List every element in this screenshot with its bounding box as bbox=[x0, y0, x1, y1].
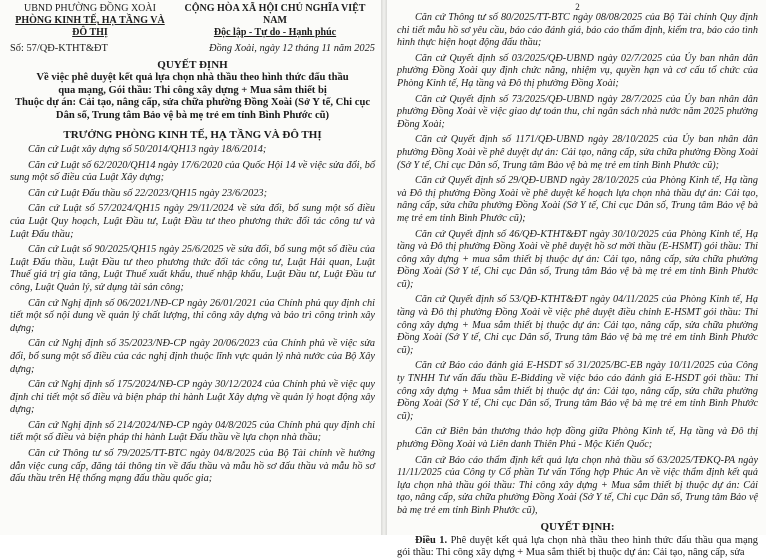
legal-basis-paragraph: Căn cứ Luật số 62/2020/QH14 ngày 17/6/2020 của Quốc Hội 14 về việc sửa đổi, bổ sung một số điều của Luật Xây dựng; bbox=[10, 159, 375, 184]
legal-basis-paragraph: Căn cứ Quyết định số 29/QĐ-UBND ngày 28/10/2025 của Phòng Kinh tế, Hạ tầng và Đô thị phường Đồng Xoài về phê duyệt kế hoạch lựa chọn nhà thầu dự án: Cải tạo, nâng cấp, sửa chữa phường Đồng Xoài (Sở Y tế, Chi cục Dân số, Trung tâm Bảo vệ bà mẹ trẻ em tỉnh Bình Phước cũ); bbox=[397, 175, 758, 224]
legal-basis-paragraph: Căn cứ Quyết định số 46/QĐ-KTHT&ĐT ngày 30/10/2025 của Phòng Kinh tế, Hạ tầng và Đô thị phường Đồng Xoài về phê duyệt hồ sơ mời thầu (E-HSMT) gói thầu: Thi công xây dựng + mua sắm thiết bị thuộc dự án: Cải tạo, nâng cấp, sửa chữa phường Đồng Xoài (Sở Y tế, Chi cục Dân số, Trung tâm Bảo vệ bà mẹ trẻ em tỉnh Bình Phước cũ); bbox=[397, 228, 758, 290]
legal-basis-paragraph: Căn cứ Quyết định số 53/QĐ-KTHT&ĐT ngày 04/11/2025 của Phòng Kinh tế, Hạ tầng và Đô thị phường Đồng Xoài về việc phê duyệt điều chỉnh E-HSMT gói thầu: Thi công xây dựng + Mua sắm thiết bị thuộc dự án: Cải tạo, nâng cấp, sửa chữa phường Đồng Xoài (Sở Y tế, Chi cục Dân số, Trung tâm Bảo vệ bà mẹ trẻ em tỉnh Bình Phước cũ); bbox=[397, 294, 758, 356]
legal-basis-paragraph: Căn cứ Quyết định số 73/2025/QĐ-UBND ngày 28/7/2025 của Ủy ban nhân dân phường Đồng Xoài về việc giao dự toán thu, chi ngân sách nhà nước năm 2025 phường Đồng Xoài; bbox=[397, 93, 758, 130]
decision-heading: QUYẾT ĐỊNH: bbox=[540, 520, 615, 533]
document-subject bbox=[10, 72, 375, 122]
legal-basis-paragraph: Căn cứ Báo cáo đánh giá E-HSDT số 31/2025/BC-EB ngày 10/11/2025 của Công ty TNHH Tư vấn đấu thầu E-Bidding về việc báo cáo đánh giá E-HSDT gói thầu: Thi công xây dựng + Mua sắm thiết bị thuộc dự án: Cải tạo, nâng cấp, sửa chữa phường Đồng Xoài (Sở Y tế, Chi cục Dân số, Trung tâm Bảo vệ bà mẹ trẻ em tỉnh Bình Phước cũ); bbox=[397, 360, 758, 422]
reference-line bbox=[10, 42, 375, 55]
legal-basis-paragraph: Căn cứ Luật xây dựng số 50/2014/QH13 ngày 18/6/2014; bbox=[28, 144, 267, 155]
page-number: 2 bbox=[575, 2, 580, 12]
subject-line: Thuộc dự án: Cải tạo, nâng cấp, sửa chữa phường Đồng Xoài (Sở Y tế, Chi cục bbox=[14, 97, 371, 108]
document-page-2 bbox=[387, 0, 766, 559]
legal-bases-list bbox=[397, 12, 758, 518]
nation-line-2: Độc lập - Tự do - Hạnh phúc bbox=[213, 27, 337, 38]
article-1-label: Điều 1. bbox=[415, 534, 448, 546]
legal-basis-paragraph: Căn cứ Quyết định số 1171/QĐ-UBND ngày 28/10/2025 của Ủy ban nhân dân phường Đồng Xoài về phê duyệt dự án: Cải tạo, nâng cấp, sửa chữa phường Đồng Xoài (Sở Y tế, Chi cục Dân số, Trung tâm Bảo vệ bà mẹ trẻ em tỉnh Bình Phước cũ); bbox=[397, 134, 758, 171]
document-number: Số: 57/QĐ-KTHT&ĐT bbox=[10, 43, 108, 54]
document-header bbox=[10, 3, 375, 39]
issuing-authority: TRƯỞNG PHÒNG KINH TẾ, HẠ TẦNG VÀ ĐÔ THỊ bbox=[63, 129, 322, 141]
national-motto bbox=[175, 3, 375, 39]
legal-basis-paragraph: Căn cứ Thông tư số 79/2025/TT-BTC ngày 04/8/2025 của Bộ Tài chính về hướng dẫn việc cung cấp, đăng tải thông tin về đấu thầu và mẫu hồ sơ đấu thầu và mẫu hồ sơ đấu thầu trên Hệ thống mạng đấu thầu quốc gia; bbox=[10, 448, 375, 485]
document-title: QUYẾT ĐỊNH bbox=[157, 59, 228, 71]
subject-line: Về việc phê duyệt kết quả lựa chọn nhà thầu theo hình thức đấu thầu bbox=[36, 72, 349, 83]
legal-basis-paragraph: Căn cứ Nghị định số 175/2024/NĐ-CP ngày 30/12/2024 của Chính phủ về việc quy định chi tiết một số điều và biện pháp thi hành Luật Xây dựng về quản lý hoạt động xây dựng; bbox=[10, 379, 375, 416]
article-1 bbox=[397, 535, 758, 560]
legal-basis-paragraph: Căn cứ Thông tư số 80/2025/TT-BTC ngày 08/08/2025 của Bộ Tài chính Quy định chi tiết mẫu hồ sơ yêu cầu, báo cáo đánh giá, báo cáo thẩm định, kiểm tra, báo cáo tình hình thực hiện hoạt động đấu thầu; bbox=[397, 12, 758, 49]
place-and-date: Đồng Xoài, ngày 12 tháng 11 năm 2025 bbox=[208, 43, 375, 54]
legal-basis-paragraph: Căn cứ Quyết định số 03/2025/QĐ-UBND ngày 02/7/2025 của Ủy ban nhân dân phường Đồng Xoài quy định chức năng, nhiệm vụ, quyền hạn và cơ cấu tổ chức của Phòng Kinh tế, Hạ tầng và Đô thị phường Đồng Xoài; bbox=[397, 52, 758, 89]
legal-basis-paragraph: Căn cứ Nghị định số 214/2024/NĐ-CP ngày 04/8/2025 của Chính phủ quy định chi tiết một số điều và biện pháp thi hành Luật Đấu thầu về lựa chọn nhà thầu; bbox=[10, 419, 375, 444]
legal-basis-paragraph: Căn cứ Nghị định số 06/2021/NĐ-CP ngày 26/01/2021 của Chính phủ quy định chi tiết một số nội dung về quản lý chất lượng, thi công xây dựng và bảo trì công trình xây dựng; bbox=[10, 297, 375, 334]
org-line-2: PHÒNG KINH TẾ, HẠ TẦNG VÀ ĐÔ THỊ bbox=[15, 15, 165, 38]
legal-basis-paragraph: Căn cứ Biên bản thương thảo hợp đồng giữa Phòng Kinh tế, Hạ tầng và Đô thị phường Đồng Xoài và Liên danh Thiên Phú - Mộc Kiến Quốc; bbox=[397, 426, 758, 450]
legal-basis-paragraph: Căn cứ Báo cáo thẩm định kết quả lựa chọn nhà thầu số 63/2025/TĐKQ-PA ngày 11/11/2025 của Công ty Cổ phần Tư vấn Tổng hợp Phúc An về việc thẩm định kết quả lựa chọn nhà thầu gói thầu: Thi công xây dựng + Mua sắm thiết bị thuộc dự án: Cải tạo, nâng cấp, sửa chữa phường Đồng Xoài (Sở Y tế, Chi cục Dân số, Trung tâm Bảo vệ bà mẹ trẻ em tỉnh Bình Phước cũ), bbox=[397, 454, 758, 516]
subject-line: Dân số, Trung tâm Bảo vệ bà mẹ trẻ em tỉnh Bình Phước cũ) bbox=[55, 109, 330, 121]
legal-basis-paragraph: Căn cứ Luật số 57/2024/QH15 ngày 29/11/2024 về sửa đổi, bổ sung một số điều của Luật Quy hoạch, Luật Đầu tư, Luật Đầu tư theo phương thức đối tác công tư và Luật Đấu thầu; bbox=[10, 203, 375, 240]
article-1-text: Phê duyệt kết quả lựa chọn nhà thầu theo hình thức đấu thầu qua mạng gói thầu: Thi công xây dựng + Mua sắm thiết bị thuộc dự án: Cải tạo, nâng cấp, sửa bbox=[397, 534, 758, 559]
nation-line-1: CỘNG HÒA XÃ HỘI CHỦ NGHĨA VIỆT NAM bbox=[184, 3, 366, 26]
legal-basis-paragraph: Căn cứ Luật số 90/2025/QH15 ngày 25/6/2025 về sửa đổi, bổ sung một số điều của Luật Đấu thầu, Luật Đầu tư theo phương thức đối tác công tư, Luật Hải quan, Luật Thuế giá trị gia tăng, Luật Thuế xuất khẩu, thuế nhập khẩu, Luật Đầu tư, Luật Đầu tư công, Luật Quản lý, sử dụng tài sản công; bbox=[10, 244, 375, 293]
legal-basis-paragraph: Căn cứ Luật Đấu thầu số 22/2023/QH15 ngày 23/6/2023; bbox=[28, 187, 268, 199]
legal-basis-paragraph: Căn cứ Nghị định số 35/2023/NĐ-CP ngày 20/06/2023 của Chính phủ về việc sửa đổi, bổ sung một số điều của các nghị định thuộc lĩnh vực quản lý nhà nước của Bộ Xây dựng; bbox=[10, 338, 375, 375]
subject-line: qua mạng, Gói thầu: Thi công xây dựng + Mua sắm thiết bị bbox=[58, 84, 327, 96]
legal-bases-list bbox=[10, 144, 375, 486]
document-page-1 bbox=[0, 0, 381, 535]
issuing-organization bbox=[10, 3, 170, 39]
org-line-1: UBND PHƯỜNG ĐỒNG XOÀI bbox=[24, 3, 156, 14]
